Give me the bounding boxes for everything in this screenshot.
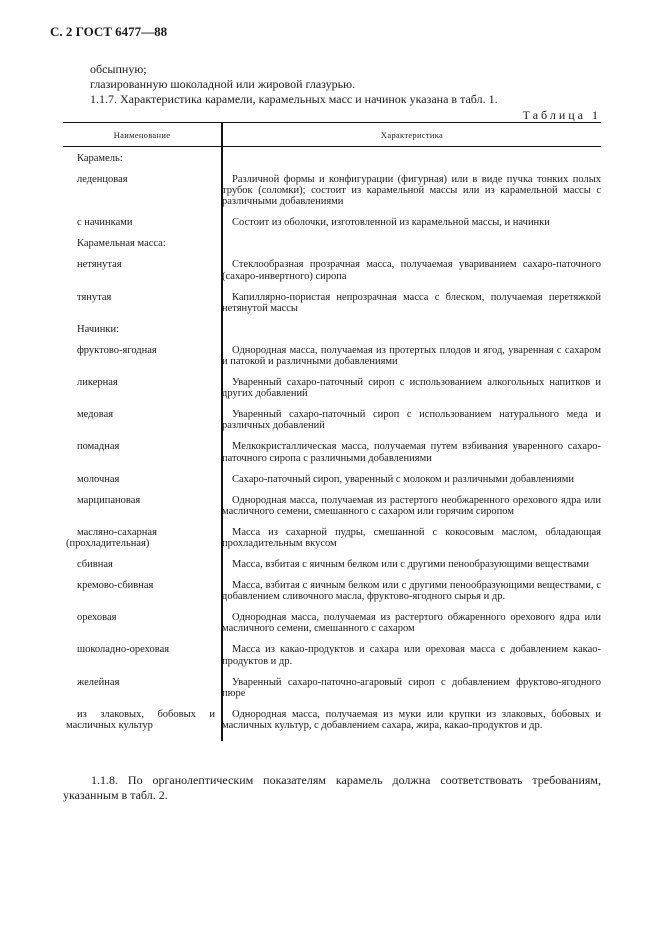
row-characteristic: Капиллярно-пористая непрозрачная масса с блеском, получаемая перетяжкой нетянутой массы xyxy=(222,291,601,314)
table-row xyxy=(63,527,601,559)
row-characteristic: Состоит из оболочки, изготовленной из карамельной массы, и начинки xyxy=(232,217,550,229)
row-characteristic: Масса из сахарной пудры, смешанной с кокосовым маслом, обладающая прохладительным вкусом xyxy=(222,526,601,550)
table-row xyxy=(63,259,601,291)
row-name: Карамельная масса: xyxy=(77,238,166,250)
table-row xyxy=(63,580,601,612)
row-characteristic xyxy=(219,153,601,164)
row-characteristic: Мелкокристаллическая масса, получаемая путем взбивания уваренного сахаро-паточного сиропа с различными добавлениями xyxy=(222,441,601,464)
table-row xyxy=(63,409,601,441)
column-header-characteristic: Характеристика xyxy=(380,129,444,140)
row-name: из злаковых, бобовых и масличных культур xyxy=(66,708,215,732)
row-characteristic xyxy=(219,324,601,335)
row-characteristic: Масса из какао-продуктов и сахара или ореховая масса с добавлением какао-продуктов и др. xyxy=(222,644,601,667)
row-characteristic: Стеклообразная прозрачная масса, получаемая увариванием сахаро-паточного (сахаро-инвертного) сиропа xyxy=(222,259,601,282)
row-name: сбивная xyxy=(77,559,113,571)
row-characteristic: Масса, взбитая с яичным белком или с другими пенообразующими веществами xyxy=(232,559,589,571)
row-name: помадная xyxy=(77,441,120,453)
row-characteristic xyxy=(219,238,601,249)
closing-paragraph: 1.1.8. По органолептическим показателям карамель должна соответствовать требованиям, указанным в табл. 2. xyxy=(63,773,601,802)
table-row xyxy=(63,495,601,527)
row-name: масляно-сахарная (прохладительная) xyxy=(66,526,157,550)
row-characteristic: Однородная масса, получаемая из муки или крупки из злаковых, бобовых и масличных культур, с добавлением сахара, жира, какао-продуктов и др. xyxy=(222,708,601,732)
row-name: ореховая xyxy=(77,612,117,624)
row-characteristic: Однородная масса, получаемая из растертого обжаренного орехового ядра или масличного семени, смешанного с сахаром xyxy=(222,612,601,635)
page-header: С. 2 ГОСТ 6477—88 xyxy=(50,24,168,39)
row-name: леденцовая xyxy=(77,174,128,185)
row-characteristic: Сахаро-паточный сироп, уваренный с молоком и различными добавлениями xyxy=(232,473,574,485)
row-name: медовая xyxy=(77,409,114,421)
row-characteristic: Уваренный сахаро-паточный сироп с использованием натурального меда и различных добавлений xyxy=(222,409,601,432)
row-characteristic: Различной формы и конфигурации (фигурная) или в виде пучка тонких полых трубок (соломки); состоит из карамельной массы или из карамельной массы с различными добавлениями xyxy=(222,174,601,208)
row-name: ликерная xyxy=(77,377,118,389)
row-name: молочная xyxy=(77,473,120,485)
row-characteristic: Уваренный сахаро-паточный сироп с использованием алкогольных напитков и других добавлений xyxy=(222,377,601,400)
row-name: кремово-сбивная xyxy=(77,580,154,592)
table-caption: Таблица 1 xyxy=(522,108,601,122)
table-header xyxy=(63,123,601,147)
row-name: Карамель: xyxy=(77,153,123,164)
row-name: нетянутая xyxy=(77,259,122,271)
table-row xyxy=(63,677,601,709)
table-row xyxy=(63,238,601,259)
row-name: желейная xyxy=(77,676,120,688)
table-row xyxy=(63,217,601,238)
row-characteristic: Масса, взбитая с яичным белком или с другими пенообразующими веществами, с добавлением сливочного масла, фруктово-ягодного сырья и др. xyxy=(222,580,601,603)
row-name: с начинками xyxy=(77,217,133,229)
row-characteristic: Уваренный сахаро-паточно-агаровый сироп с добавлением фруктово-ягодного пюре xyxy=(222,676,601,699)
table-row xyxy=(63,292,601,324)
characteristics-table xyxy=(63,122,601,741)
table-row xyxy=(63,559,601,580)
intro-line: 1.1.7. Характеристика карамели, карамельных масс и начинок указана в табл. 1. xyxy=(90,92,498,106)
table-row xyxy=(63,644,601,676)
row-characteristic: Однородная масса, получаемая из протертых плодов и ягод, уваренная с сахаром и патокой и различными добавлениями xyxy=(222,344,601,368)
row-name: Начинки: xyxy=(77,323,119,335)
intro-line: глазированную шоколадной или жировой глазурью. xyxy=(90,77,356,91)
table-row xyxy=(63,345,601,377)
column-header-name: Наименование xyxy=(63,123,223,146)
table-row xyxy=(63,377,601,409)
table-row xyxy=(63,153,601,174)
row-name: шоколадно-ореховая xyxy=(77,644,170,656)
table-row xyxy=(63,709,601,741)
table-row xyxy=(63,174,601,217)
table-row xyxy=(63,324,601,345)
row-name: тянутая xyxy=(77,291,112,303)
table-row xyxy=(63,474,601,495)
table-body xyxy=(63,147,601,741)
table-row xyxy=(63,441,601,473)
table-row xyxy=(63,612,601,644)
row-name: фруктово-ягодная xyxy=(77,344,157,356)
row-name: марципановая xyxy=(77,494,141,506)
row-characteristic: Однородная масса, получаемая из растертого необжаренного орехового ядра или масличного семени, смешанного с сахаром или горячим сиропом xyxy=(222,494,601,517)
intro-line: обсыпную; xyxy=(90,62,147,76)
